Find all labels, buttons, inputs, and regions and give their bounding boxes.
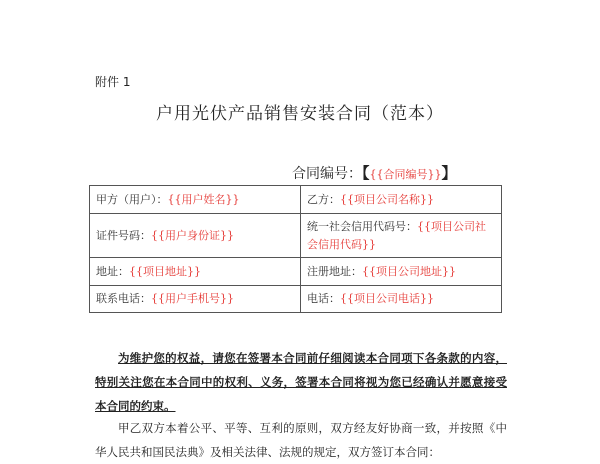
party-b-address-cell: [301, 258, 502, 286]
table-row: [90, 186, 502, 214]
party-a-address-value: {{项目地址}}: [129, 264, 201, 278]
party-a-address-cell: [90, 258, 301, 286]
contract-number-value: {{合同编号}}: [369, 168, 442, 181]
party-b-phone-value: {{项目公司电话}}: [340, 292, 434, 305]
party-a-id-value: {{用户身份证}}: [151, 228, 234, 242]
party-b-phone-label: 电话：: [307, 292, 340, 305]
party-a-name-cell: [90, 186, 301, 214]
party-a-name-label: 甲方（用户）：: [96, 192, 168, 206]
party-a-id-label: 证件号码：: [96, 228, 151, 242]
table-row: [90, 286, 502, 313]
party-a-name-value: {{用户姓名}}: [167, 192, 240, 206]
party-a-phone-label: 联系电话：: [96, 292, 151, 305]
party-b-credit-code-cell: [301, 214, 502, 258]
party-b-address-label: 注册地址：: [307, 264, 362, 278]
notice-paragraph: 为维护您的权益，请您在签署本合同前仔细阅读本合同项下各条款的内容，特别关注您在本合同中的权利、义务，签署本合同将视为您已经确认并愿意接受本合同的约束。: [95, 351, 507, 413]
party-a-address-label: 地址：: [96, 264, 129, 278]
body-paragraph: 甲乙双方本着公平、平等、互利的原则，双方经友好协商一致，并按照《中华人民共和国民法典》及相关法律、法规的规定，双方签订本合同：: [95, 421, 507, 459]
party-b-address-value: {{项目公司地址}}: [362, 264, 456, 278]
party-a-phone-cell: [90, 286, 301, 313]
party-b-credit-code-label: 统一社会信用代码号：: [307, 219, 417, 233]
party-b-name-label: 乙方：: [307, 192, 340, 206]
contract-number: [292, 162, 457, 183]
party-a-phone-value: {{用户手机号}}: [151, 292, 234, 305]
party-b-phone-cell: [301, 286, 502, 313]
contract-number-label: 合同编号：: [292, 166, 362, 182]
party-b-name-value: {{项目公司名称}}: [340, 192, 434, 206]
party-a-id-cell: [90, 214, 301, 258]
attachment-label: 附件 1: [95, 75, 131, 89]
contract-number-close-bracket: 】: [441, 164, 457, 182]
party-b-name-cell: [301, 186, 502, 214]
table-row: [90, 258, 502, 286]
document-title: 户用光伏产品销售安装合同（范本）: [156, 104, 444, 124]
party-b-credit-code-value: {{项目公司社会信用代码}}: [307, 219, 486, 251]
table-row: [90, 214, 502, 258]
party-info-table: [89, 185, 502, 313]
contract-number-open-bracket: 【: [362, 164, 370, 182]
